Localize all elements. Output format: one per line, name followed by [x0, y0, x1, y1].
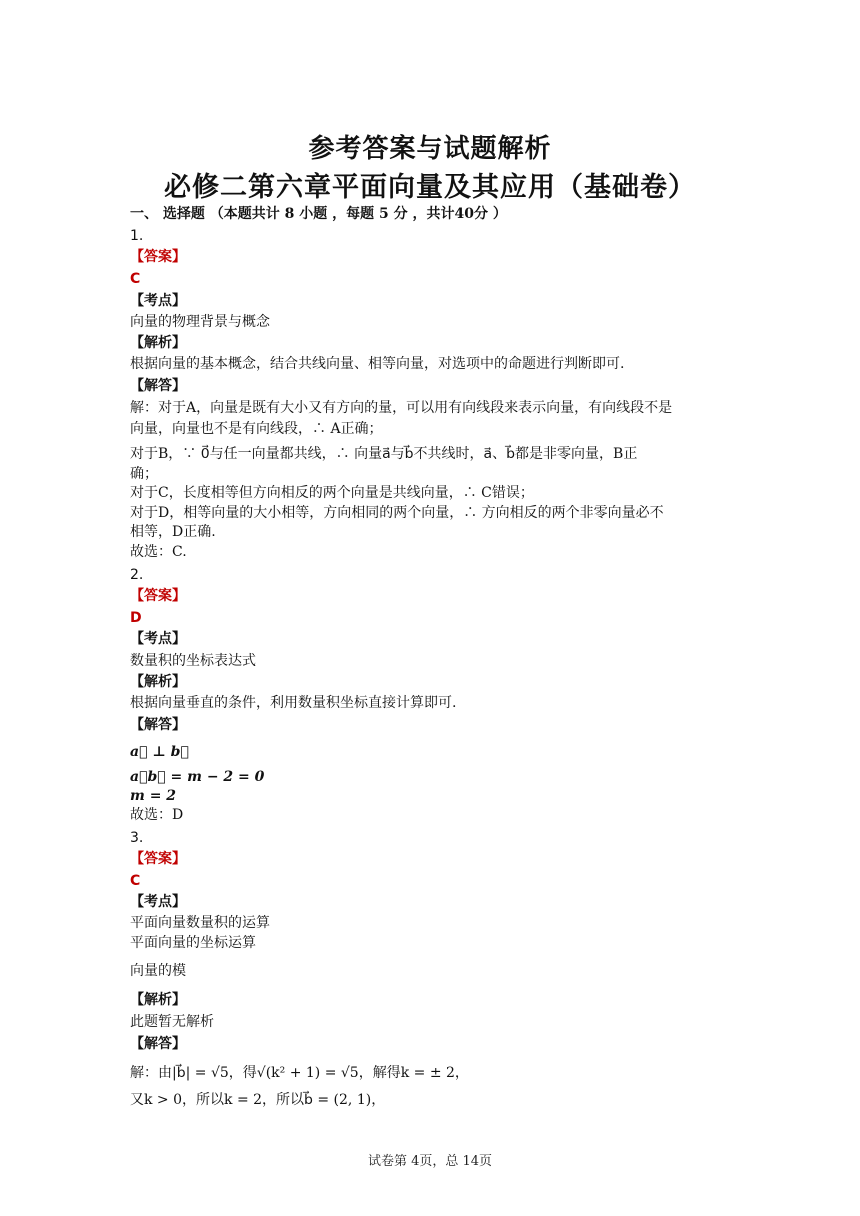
q3-kaodian-1: 平面向量数量积的运算 [130, 915, 270, 931]
q2-kaodian: 数量积的坐标表达式 [130, 653, 256, 669]
q2-answer-label: 【答案】 [130, 588, 186, 604]
doc-subtitle: 必修二第六章平面向量及其应用（基础卷） [164, 172, 696, 203]
q1-jiexi-label: 【解析】 [130, 335, 186, 351]
q1-jieda-line4: 确； [130, 466, 158, 482]
q2-kaodian-label: 【考点】 [130, 631, 186, 647]
q1-jieda-line1: 解：对于A，向量是既有大小又有方向的量，可以用有向线段来表示向量，有向线段不是 [130, 400, 673, 416]
q1-jieda-label: 【解答】 [130, 378, 186, 394]
q2-jiexi: 根据向量垂直的条件，利用数量积坐标直接计算即可. [130, 695, 457, 711]
q3-answer: C [130, 873, 141, 889]
q3-jieda-label: 【解答】 [130, 1036, 186, 1052]
q2-conclusion: 故选：D [130, 807, 184, 823]
q1-jieda-line3: 对于B，∵ 0⃗与任一向量都共线，∴ 向量a⃗与b⃗不共线时，a⃗、b⃗都是非零向量，B正 [130, 446, 638, 462]
q1-answer: C [130, 271, 141, 287]
q1-jieda-line5: 对于C，长度相等但方向相反的两个向量是共线向量，∴ C错误； [130, 485, 534, 501]
q2-eq-perpendicular: a⃗ ⊥ b⃗ [130, 744, 189, 760]
q3-number: 3. [130, 830, 144, 846]
q1-number: 1. [130, 228, 144, 244]
q2-jieda-label: 【解答】 [130, 717, 186, 733]
q1-jieda-line2: 向量，向量也不是有向线段，∴ A正确； [130, 421, 383, 437]
q3-kaodian-label: 【考点】 [130, 894, 186, 910]
q3-jiexi: 此题暂无解析 [130, 1014, 214, 1030]
q3-kaodian-3: 向量的模 [130, 963, 186, 979]
q3-kaodian-2: 平面向量的坐标运算 [130, 935, 256, 951]
q1-jieda-line7: 相等，D正确. [130, 524, 216, 540]
q1-answer-label: 【答案】 [130, 249, 186, 265]
q2-eq-result: m = 2 [130, 788, 177, 804]
page-footer: 试卷第 4页，总 14页 [367, 1154, 493, 1169]
q1-kaodian-label: 【考点】 [130, 293, 186, 309]
q3-jieda-line2: 又k > 0，所以k = 2，所以b⃗ = (2, 1)， [130, 1092, 386, 1108]
q2-number: 2. [130, 567, 144, 583]
q1-conclusion: 故选：C. [130, 544, 187, 560]
q3-jiexi-label: 【解析】 [130, 992, 186, 1008]
q2-jiexi-label: 【解析】 [130, 674, 186, 690]
q2-answer: D [130, 610, 142, 626]
q1-kaodian: 向量的物理背景与概念 [130, 314, 270, 330]
q1-jieda-line6: 对于D，相等向量的大小相等，方向相同的两个向量，∴ 方向相反的两个非零向量必不 [130, 505, 664, 521]
section-heading: 一、 选择题 （本题共计 8 小题 ，每题 5 分 ，共计40分 ） [130, 206, 507, 222]
q3-jieda-line1: 解：由|b⃗| = √5，得√(k² + 1) = √5，解得k = ± 2， [130, 1065, 469, 1081]
q1-jiexi: 根据向量的基本概念，结合共线向量、相等向量，对选项中的命题进行判断即可. [130, 356, 625, 372]
q2-eq-dot-product: a⃗b⃗ = m − 2 = 0 [130, 769, 265, 785]
q3-answer-label: 【答案】 [130, 851, 186, 867]
doc-title: 参考答案与试题解析 [308, 134, 552, 164]
